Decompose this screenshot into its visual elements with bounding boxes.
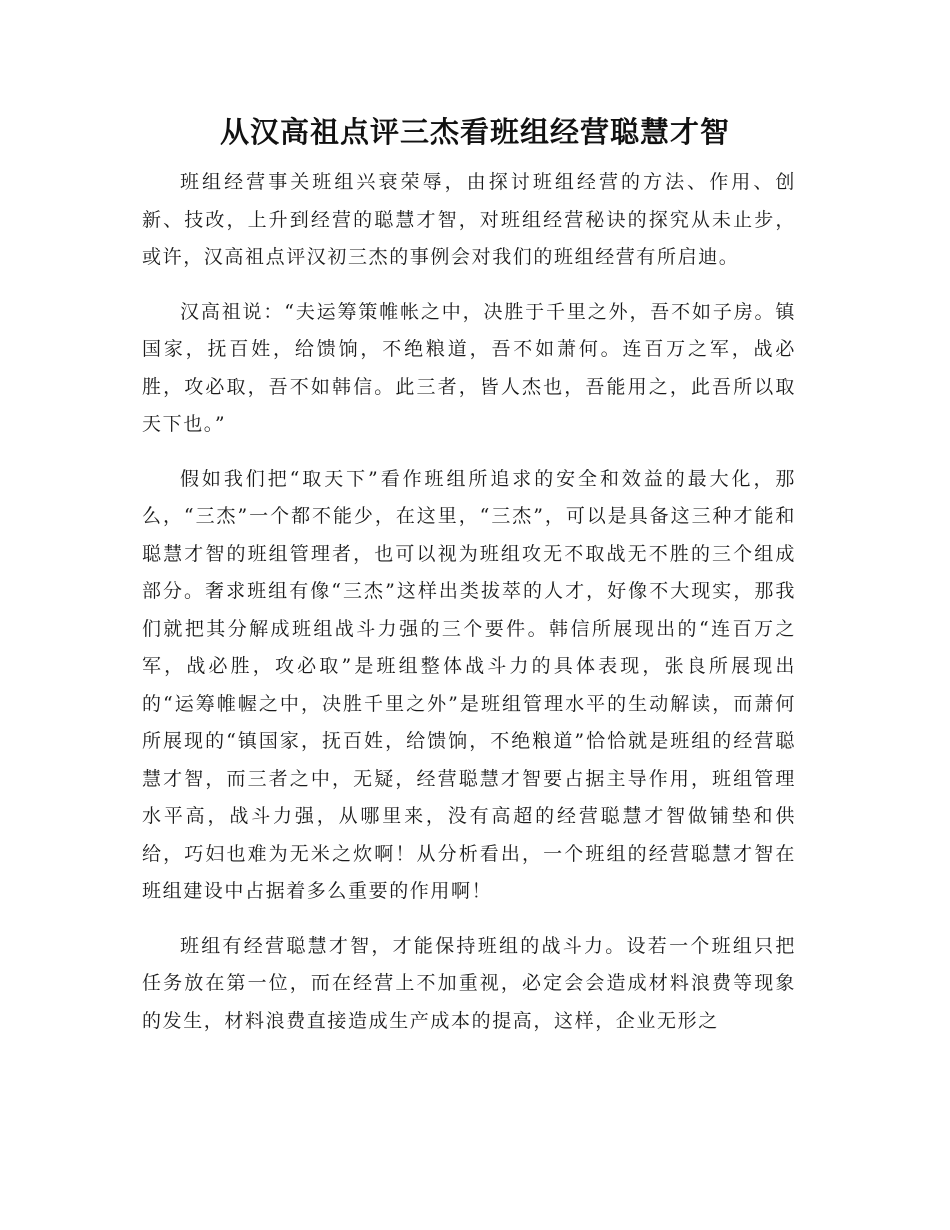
- paragraph-quote: 汉高祖说：“夫运筹策帷帐之中，决胜于千里之外，吾不如子房。镇国家，抚百姓，给馈饷，不绝粮道，吾不如萧何。连百万之军，战必胜，攻必取，吾不如韩信。此三者，皆人杰也，吾能用之，此吾所以取天下也。”: [142, 300, 796, 435]
- document-body: [142, 164, 796, 1057]
- paragraph-analysis: 假如我们把“取天下”看作班组所追求的安全和效益的最大化，那么，“三杰”一个都不能少，在这里，“三杰”，可以是具备这三种才能和聪慧才智的班组管理者，也可以视为班组攻无不取战无不胜的三个组成部分。奢求班组有像“三杰”这样出类拔萃的人才，好像不大现实，那我们就把其分解成班组战斗力强的三个要件。韩信所展现出的“连百万之军，战必胜，攻必取”是班组整体战斗力的具体表现，张良所展现出的“运筹帷幄之中，决胜千里之外”是班组管理水平的生动解读，而萧何所展现的“镇国家，抚百姓，给馈饷，不绝粮道”恰恰就是班组的经营聪慧才智，而三者之中，无疑，经营聪慧才智要占据主导作用，班组管理水平高，战斗力强，从哪里来，没有高超的经营聪慧才智做铺垫和供给，巧妇也难为无米之炊啊！从分析看出，一个班组的经营聪慧才智在班组建设中占据着多么重要的作用啊！: [142, 467, 796, 902]
- paragraph-continuation: 班组有经营聪慧才智，才能保持班组的战斗力。设若一个班组只把任务放在第一位，而在经营上不加重视，必定会会造成材料浪费等现象的发生，材料浪费直接造成生产成本的提高，这样，企业无形之: [142, 934, 796, 1032]
- paragraph-intro: 班组经营事关班组兴衰荣辱，由探讨班组经营的方法、作用、创新、技改，上升到经营的聪慧才智，对班组经营秘诀的探究从未止步，或许，汉高祖点评汉初三杰的事例会对我们的班组经营有所启迪。: [142, 171, 796, 268]
- document-title: 从汉高祖点评三杰看班组经营聪慧才智: [219, 115, 730, 149]
